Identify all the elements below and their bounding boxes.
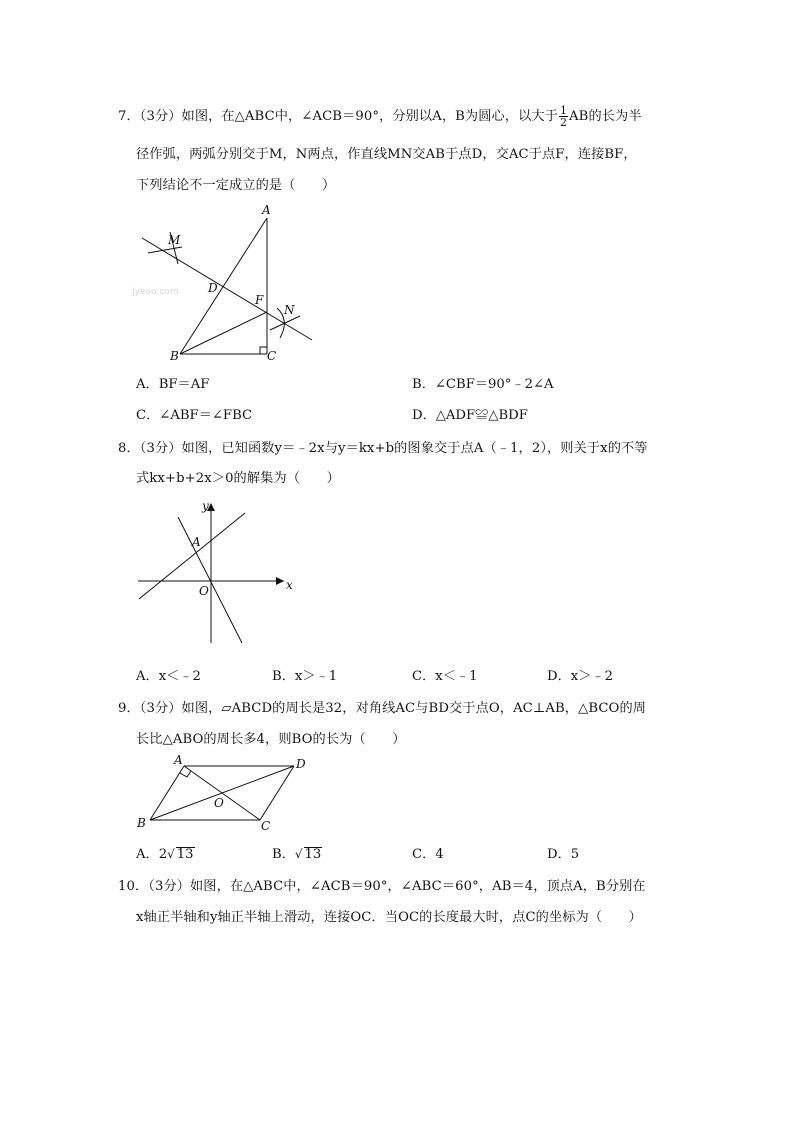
q9-option-a-radicand: 13 (176, 847, 194, 862)
q7-arc-N-1 (270, 316, 300, 330)
q9-label-B: B (137, 816, 146, 830)
q7-watermark: Jyeoo.com (132, 287, 179, 297)
q7-line1-text-b: AB的长为半 (569, 109, 642, 124)
q8-figure (134, 495, 304, 650)
q7-label-M: M (168, 233, 181, 247)
q7-label-C: C (267, 349, 277, 363)
q8-line-y-neg2x (178, 517, 242, 643)
q9-line1: 9．（3分）如图，▱ABCD的周长是32，对角线AC与BD交于点O，AC⊥AB，△BCO的周 (118, 701, 647, 716)
q9-segment-AB (150, 766, 184, 820)
q7-line2: 径作弧，两弧分别交于M，N两点，作直线MN交AB于点D，交AC于点F，连接BF， (136, 147, 637, 162)
q8-line-kx-b (139, 513, 245, 599)
q8-label-O: O (199, 584, 209, 598)
q8-label-x: x (286, 578, 293, 592)
q9-figure (134, 752, 318, 834)
q10-line2: x轴正半轴和y轴正半轴上滑动，连接OC．当OC的长度最大时，点C的坐标为（ ） (136, 910, 642, 925)
q9-label-O: O (214, 796, 224, 810)
q9-diagonal-BD (150, 766, 294, 820)
q7-line1 (118, 105, 642, 128)
q9-line2: 长比△ABO的周长多4，则BO的长为（ ） (136, 732, 406, 747)
q7-line1-text-a: 7．（3分）如图，在△ABC中，∠ACB＝90°，分别以A，B为圆心，以大于 (118, 109, 558, 124)
q7-label-B: B (170, 349, 179, 363)
q8-line1: 8．（3分）如图，已知函数y＝﹣2x与y＝kx+b的图象交于点A（﹣1，2），则关于x的不等 (118, 441, 648, 456)
q9-option-b[interactable] (272, 843, 322, 862)
q7-fraction (559, 105, 568, 128)
q7-figure (130, 198, 330, 368)
q8-x-axis-arrow (276, 577, 284, 585)
q7-option-c[interactable]: C．∠ABF＝∠FBC (136, 408, 253, 423)
q9-label-A: A (174, 753, 183, 767)
q9-option-d[interactable]: D．5 (547, 847, 580, 862)
q8-option-a[interactable]: A．x＜﹣2 (136, 669, 201, 684)
q7-label-D: D (208, 281, 218, 295)
q7-line3: 下列结论不一定成立的是（ ） (136, 178, 336, 193)
q9-label-D: D (296, 757, 306, 771)
q9-option-a-prefix: A．2 (136, 847, 168, 862)
q7-option-a[interactable]: A．BF＝AF (136, 377, 210, 392)
q9-option-b-radicand: 13 (304, 847, 322, 862)
q10-line1: 10．（3分）如图，在△ABC中，∠ACB＝90°，∠ABC＝60°，AB＝4，顶点A，B分别在 (118, 879, 646, 894)
q9-option-b-sqrt-icon: √ (294, 847, 303, 861)
q7-option-b[interactable]: B．∠CBF＝90°﹣2∠A (412, 377, 554, 392)
q7-fraction-numerator: 1 (559, 104, 568, 117)
q7-option-d[interactable]: D．△ADF≌△BDF (412, 408, 528, 423)
q7-right-angle-mark (260, 347, 267, 354)
q9-right-angle-mark (180, 771, 191, 777)
q7-label-A: A (262, 203, 271, 217)
q9-segment-CD (260, 766, 294, 820)
q7-label-N: N (284, 303, 295, 317)
q8-line2: 式kx+b+2x＞0的解集为（ ） (136, 471, 340, 486)
q9-option-a-sqrt-icon: √ (167, 847, 175, 861)
q9-option-c[interactable]: C．4 (412, 847, 444, 862)
q8-label-y: y (202, 499, 209, 513)
q8-option-d[interactable]: D．x＞﹣2 (547, 669, 613, 684)
q9-option-b-prefix: B． (272, 847, 295, 862)
q9-option-a[interactable] (136, 843, 195, 862)
q9-label-C: C (261, 819, 271, 833)
q7-fraction-denominator: 2 (559, 116, 568, 129)
q8-option-c[interactable]: C．x＜﹣1 (412, 669, 478, 684)
q8-label-A: A (192, 535, 201, 549)
q8-option-b[interactable]: B．x＞﹣1 (272, 669, 338, 684)
q7-segment-AB (180, 218, 267, 354)
q7-label-F: F (255, 293, 264, 307)
